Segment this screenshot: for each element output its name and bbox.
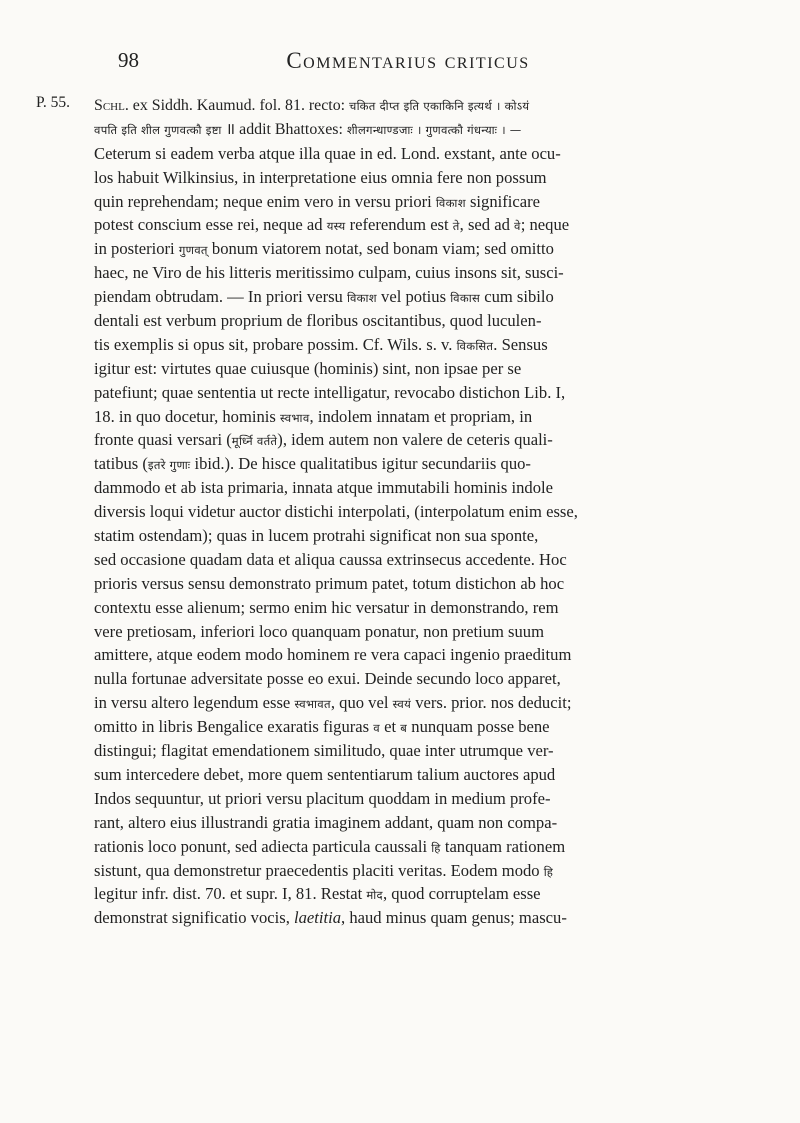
text-segment: vere pretiosam, inferiori loco quanquam ponatur, non pretium suum xyxy=(94,621,545,641)
text-line xyxy=(94,811,784,835)
text-segment: diversis loqui videtur auctor distichi interpolati, (interpolatum enim esse, xyxy=(94,502,578,522)
text-segment: omitto in libris Bengalice exaratis figuras xyxy=(94,717,374,737)
sanskrit-text: हि xyxy=(431,840,441,855)
text-segment: , sed ad xyxy=(459,215,515,235)
text-segment: referendum est xyxy=(345,215,453,235)
text-segment: bonum viatorem notat, sed bonam viam; sed omitto xyxy=(207,239,554,259)
text-segment: fronte quasi versari ( xyxy=(94,430,232,450)
text-segment: in posteriori xyxy=(94,239,179,259)
text-line xyxy=(94,667,784,691)
text-line xyxy=(94,190,784,214)
text-segment: vers. prior. nos deducit; xyxy=(411,693,572,713)
sanskrit-text: व xyxy=(373,721,380,736)
text-segment: nulla fortunae adversitate posse eo exui. Deinde secundo loco apparet, xyxy=(94,669,561,689)
text-line xyxy=(94,572,784,596)
text-segment: demonstrat significatio vocis, xyxy=(94,908,295,928)
text-segment: tatibus ( xyxy=(94,454,148,474)
text-line xyxy=(94,94,784,118)
text-segment: ), idem autem non valere de ceteris quali- xyxy=(277,430,553,450)
text-segment: legitur infr. dist. 70. et supr. I, 81. Restat xyxy=(94,884,367,904)
text-segment: igitur est: virtutes quae cuiusque (hominis) sint, non ipsae per se xyxy=(94,358,522,378)
text-segment: , haud minus quam genus; mascu- xyxy=(341,908,567,928)
text-line xyxy=(94,333,784,357)
text-segment: ex Siddh. Kaumud. fol. 81. recto: xyxy=(128,97,350,114)
sanskrit-text: इतरे गुणाः xyxy=(147,458,191,473)
text-segment: piendam obtrudam. — In priori versu xyxy=(94,287,347,307)
text-line xyxy=(94,763,784,787)
text-line xyxy=(94,787,784,811)
sanskrit-text: ब xyxy=(400,721,408,736)
text-segment: contextu esse alienum; sermo enim hic versatur in demonstrando, rem xyxy=(94,597,559,617)
text-segment: haec, ne Viro de his litteris meritissimo culpam, cuius insons sit, susci- xyxy=(94,263,564,283)
sanskrit-text: विकाश xyxy=(347,291,377,306)
text-line xyxy=(94,739,784,763)
text-line xyxy=(94,213,784,237)
text-segment: quin reprehendam; neque enim vero in versu priori xyxy=(94,191,436,211)
text-line xyxy=(94,715,784,739)
text-segment: rationis loco ponunt, sed adiecta particula caussali xyxy=(94,836,432,856)
text-line xyxy=(94,882,784,906)
text-line xyxy=(94,643,784,667)
body-text xyxy=(94,94,784,930)
text-line xyxy=(94,381,784,405)
text-segment: tis exemplis si opus sit, probare possim. Cf. Wils. s. v. xyxy=(94,334,457,354)
text-line xyxy=(94,166,784,190)
sanskrit-text: शीलगन्धाण्डजाः । गुणवत्कौ गंधन्याः । — xyxy=(346,122,522,137)
text-line xyxy=(94,261,784,285)
text-segment: in versu altero legendum esse xyxy=(94,693,295,713)
sanskrit-text: स्वयं xyxy=(392,697,412,712)
sanskrit-text: स्वभावत xyxy=(294,697,331,712)
sanskrit-text: स्वभाव xyxy=(280,410,310,425)
text-line xyxy=(94,620,784,644)
text-segment: prioris versus sensu demonstrato primum patet, totum distichon ab hoc xyxy=(94,573,565,593)
text-line xyxy=(94,309,784,333)
sanskrit-text: यस्य xyxy=(326,219,346,234)
text-segment: nunquam posse bene xyxy=(407,717,550,737)
sanskrit-text: विकाश xyxy=(435,195,466,210)
text-segment: Ceterum si eadem verba atque illa quae in ed. Lond. exstant, ante ocu- xyxy=(94,143,561,163)
text-segment: , indolem innatam et propriam, in xyxy=(309,406,533,426)
text-segment: cum sibilo xyxy=(480,287,554,307)
text-segment: statim ostendam); quas in lucem protrahi significat non sua sponte, xyxy=(94,526,539,546)
text-line xyxy=(94,357,784,381)
text-segment: rant, altero eius illustrandi gratia imaginem addant, quam non compa- xyxy=(94,812,558,832)
text-segment: , quod corruptelam esse xyxy=(382,884,541,904)
sanskrit-text: विकास xyxy=(450,291,481,306)
text-line xyxy=(94,476,784,500)
running-title: Commentarius criticus xyxy=(286,48,530,73)
text-line xyxy=(94,691,784,715)
page-number: 98 xyxy=(118,48,139,72)
text-line xyxy=(94,596,784,620)
text-segment: los habuit Wilkinsius, in interpretatione eius omnia fere non possum xyxy=(94,167,547,187)
text-segment: distingui; flagitat emendationem similitudo, quae inter utrumque ver- xyxy=(94,741,554,761)
text-line xyxy=(94,237,784,261)
text-segment: . Sensus xyxy=(493,334,548,354)
text-line xyxy=(94,142,784,166)
sanskrit-text: मोद xyxy=(366,888,383,903)
text-segment: Schl. xyxy=(94,97,129,114)
sanskrit-text: वपति इति शील गुणवत्कौ इष्टा xyxy=(94,122,226,137)
text-segment: significare xyxy=(465,191,540,211)
text-line xyxy=(94,548,784,572)
text-segment: ॥ addit Bhattoxes: xyxy=(225,120,347,138)
text-line xyxy=(94,859,784,883)
page-header xyxy=(118,48,698,78)
text-line xyxy=(94,405,784,429)
text-segment: Indos sequuntur, ut priori versu placitum quoddam in medium profe- xyxy=(94,788,551,808)
sanskrit-text: ते xyxy=(452,219,460,234)
text-segment: vel potius xyxy=(376,287,451,307)
text-line xyxy=(94,835,784,859)
text-segment: dammodo et ab ista primaria, innata atque immutabili hominis indole xyxy=(94,478,553,498)
margin-reference: P. 55. xyxy=(36,94,71,111)
text-line xyxy=(94,118,784,142)
text-segment: sed occasione quadam data et aliqua caussa extrinsecus accedente. Hoc xyxy=(94,549,567,569)
text-line xyxy=(94,452,784,476)
sanskrit-text: वे xyxy=(514,219,521,234)
text-line xyxy=(94,524,784,548)
sanskrit-text: विकसित xyxy=(456,338,494,353)
text-segment: laetitia xyxy=(294,908,342,928)
sanskrit-text: गुणवत् xyxy=(178,243,208,258)
text-segment: amittere, atque eodem modo hominem re vera capaci ingenio praeditum xyxy=(94,645,572,665)
sanskrit-text: हि xyxy=(543,864,554,879)
text-segment: et xyxy=(379,717,401,737)
text-segment: ibid.). De hisce qualitatibus igitur secundariis quo- xyxy=(190,454,531,474)
text-segment: ; neque xyxy=(520,215,570,235)
sanskrit-text: मूर्ध्नि वर्तते xyxy=(231,434,278,449)
text-segment: tanquam rationem xyxy=(440,836,566,856)
text-segment: sum intercedere debet, more quem sententiarum talium auctores apud xyxy=(94,764,556,784)
sanskrit-text: चकित दीप्त इति एकाकिनि इत्यर्थ । कोऽयं xyxy=(349,99,530,113)
text-line xyxy=(94,500,784,524)
text-segment: patefiunt; quae sententia ut recte intelligatur, revocabo distichon Lib. I, xyxy=(94,382,566,402)
text-segment: dentali est verbum proprium de floribus oscitantibus, quod luculen- xyxy=(94,311,542,331)
text-line xyxy=(94,285,784,309)
text-segment: sistunt, qua demonstretur praecedentis placiti veritas. Eodem modo xyxy=(94,860,544,880)
text-segment: 18. in quo docetur, hominis xyxy=(94,406,280,426)
text-line xyxy=(94,906,784,930)
text-segment: , quo vel xyxy=(330,693,393,713)
text-segment: potest conscium esse rei, neque ad xyxy=(94,215,327,235)
text-line xyxy=(94,428,784,452)
